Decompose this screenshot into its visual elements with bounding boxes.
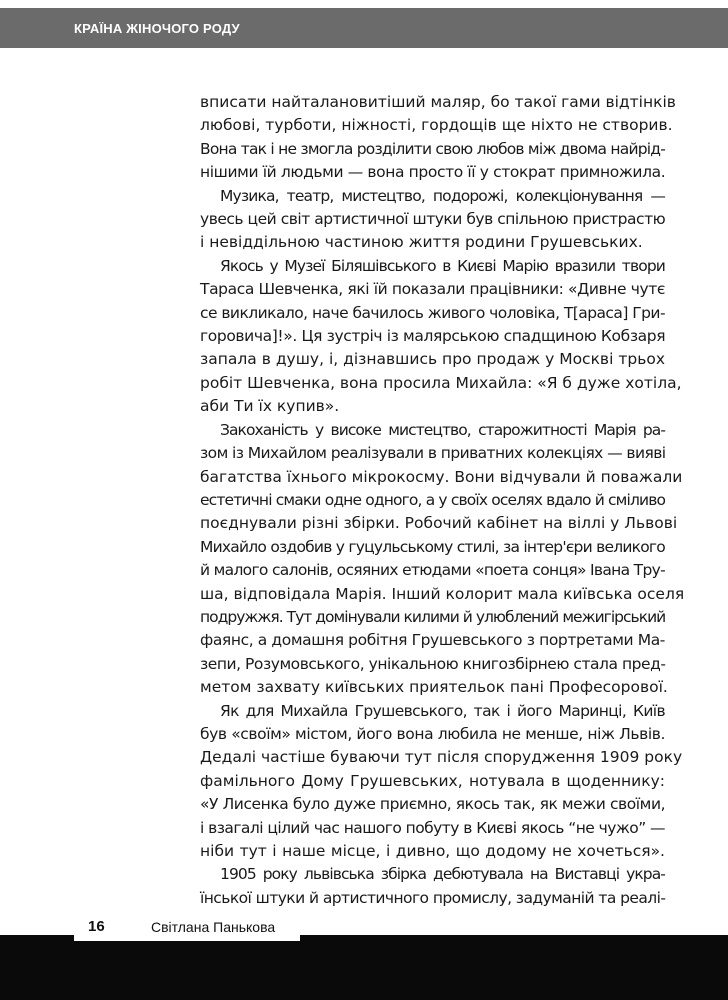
footer-author: Світлана Панькова bbox=[151, 919, 276, 935]
text-line: Вона так і не змогла розділити свою любов між двома найрід- bbox=[200, 139, 665, 158]
text-line: поєднували різні збірки. Робочий кабінет на віллі у Львові bbox=[200, 514, 678, 533]
text-line: зепи, Розумовського, унікальною книгозбірнею стала пред- bbox=[200, 654, 666, 673]
text-line: був «своїм» містом, його вона любила не менше, ніж Львів. bbox=[200, 724, 665, 743]
paragraph bbox=[200, 255, 682, 419]
text-line: естетичні смаки одне одного, а у своїх оселях вдало й сміливо bbox=[200, 490, 666, 509]
text-line: Якось у Музеї Біляшівського в Києві Марію вразили твори bbox=[220, 256, 665, 275]
text-line: «У Лисенка було дуже приємно, якось так, як межи своїми, bbox=[200, 795, 666, 814]
text-line: і невіддільною частиною життя родини Грушевських. bbox=[200, 233, 643, 252]
text-line: зом із Михайлом реалізували в приватних колекціях — вияві bbox=[200, 444, 666, 463]
paragraph bbox=[200, 863, 665, 910]
running-header-title: КРАЇНА ЖІНОЧОГО РОДУ bbox=[74, 21, 240, 36]
text-line: фамільного Дому Грушевських, нотувала в щоденнику: bbox=[200, 771, 665, 790]
text-line: й малого салонів, осяяних етюдами «поета сонця» Івана Тру- bbox=[200, 561, 665, 580]
text-line: нішими їй людьми — вона просто її у стократ примножила. bbox=[200, 163, 666, 182]
text-line: їнської штуки й артистичного промислу, задуманій та реалі- bbox=[200, 888, 666, 907]
text-line: Дедалі частіше буваючи тут після спорудження 1909 року bbox=[200, 748, 683, 767]
text-line: метом захвату київських приятельок пані Професорової. bbox=[200, 678, 668, 697]
text-line: 1905 року львівська збірка дебютувала на Виставці укра- bbox=[220, 865, 665, 884]
text-line: подружжя. Тут домінували килими й улюблений межигірський bbox=[200, 607, 666, 626]
body-text bbox=[200, 91, 685, 910]
text-line: багатства їхнього мікрокосму. Вони відчували й поважали bbox=[200, 467, 683, 486]
paragraph bbox=[200, 700, 683, 864]
text-line: робіт Шевченка, вона просила Михайла: «Я б дуже хотіла, bbox=[200, 373, 682, 392]
text-line: Як для Михайла Грушевського, так і його Маринці, Київ bbox=[220, 701, 665, 720]
text-line: Михайло оздобив у гуцульському стилі, за інтер'єри великого bbox=[200, 537, 665, 556]
text-line: Музика, театр, мистецтво, подорожі, колекціонування — bbox=[220, 186, 665, 205]
text-line: Тараса Шевченка, які їй показали працівники: «Дивне чутє bbox=[200, 280, 665, 299]
paragraph bbox=[200, 185, 665, 255]
text-line: увесь цей світ артистичної штуки був спільною пристрастю bbox=[200, 210, 666, 229]
text-line: се викликало, наче бачилось живого чоловіка, Т[араса] Гри- bbox=[200, 303, 665, 322]
text-line: вписати найталановитіший маляр, бо такої гами відтінків bbox=[200, 93, 676, 111]
page-number: 16 bbox=[88, 918, 105, 935]
text-line: ша, відповідала Марія. Інший колорит мала київська оселя bbox=[200, 584, 685, 603]
text-line: любові, турботи, ніжності, гордощів ще ніхто не створив. bbox=[200, 116, 673, 135]
text-line: Закоханість у високе мистецтво, старожитності Марія ра- bbox=[220, 420, 665, 439]
paragraph bbox=[200, 419, 685, 700]
text-line: запала в душу, і, дізнавшись про продаж у Москві трьох bbox=[200, 350, 665, 369]
text-line: горовича]!». Ця зустріч із малярською спадщиною Кобзаря bbox=[200, 327, 666, 346]
text-line: і взагалі цілий час нашого побуту в Києві якось “не чужо” — bbox=[200, 818, 665, 837]
text-line: ніби тут і наше місце, і дивно, що додому не хочеться». bbox=[200, 842, 665, 860]
footer-band bbox=[0, 935, 728, 1000]
paragraph bbox=[200, 91, 676, 185]
text-line: фаянс, а домашня робітня Грушевського з портретами Ма- bbox=[200, 631, 665, 650]
text-line: аби Ти їх купив». bbox=[200, 397, 340, 416]
